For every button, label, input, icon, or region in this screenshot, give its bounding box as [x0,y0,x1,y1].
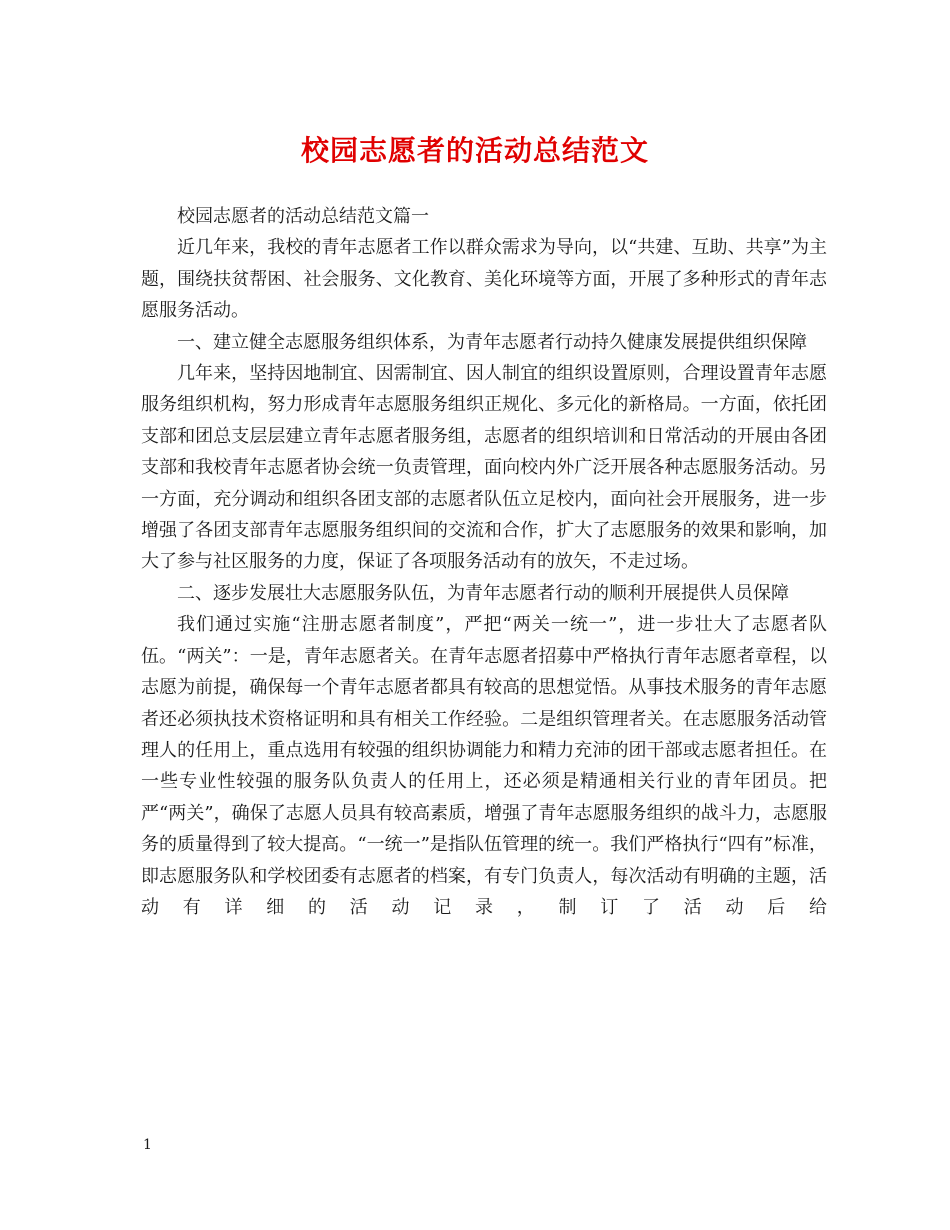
document-title: 校园志愿者的活动总结范文 [300,134,649,167]
section-heading: 校园志愿者的活动总结范文篇一 [177,206,429,227]
paragraph: 近几年来，我校的青年志愿者工作以群众需求为导向，以“共建、互助、共享”为主题，围绕扶贫帮困、社会服务、文化教育、美化环境等方面，开展了多种形式的青年志愿服务活动。 [141,237,827,322]
paragraph: 我们通过实施“注册志愿者制度”，严把“两关一统一”，进一步壮大了志愿者队伍。“两关”：一是，青年志愿者关。在青年志愿者招募中严格执行青年志愿者章程，以志愿为前提，确保每一个青年志愿者都具有较高的思想觉悟。从事技术服务的青年志愿者还必须执技术资格证明和具有相关工作经验。二是组织管理者关。在志愿服务活动管理人的任用上，重点选用有较强的组织协调能力和精力充沛的团干部或志愿者担任。在一些专业性较强的服务队负责人的任用上，还必须是精通相关行业的青年团员。把严“两关”，确保了志愿人员具有较高素质，增强了青年志愿服务组织的战斗力，志愿服务的质量得到了较大提高。“一统一”是指队伍管理的统一。我们严格执行“四有”标准，即志愿服务队和学校团委有志愿者的档案，有专门负责人，每次活动有明确的主题，活动有详细的活动记录，制订了活动后给 [141,614,827,918]
section-heading: 二、逐步发展壮大志愿服务队伍，为青年志愿者行动的顺利开展提供人员保障 [177,582,789,604]
section-heading: 一、建立健全志愿服务组织体系，为青年志愿者行动持久健康发展提供组织保障 [177,331,807,353]
page-number: 1 [143,1137,152,1153]
paragraph: 几年来，坚持因地制宜、因需制宜、因人制宜的组织设置原则，合理设置青年志愿服务组织机构，努力形成青年志愿服务组织正规化、多元化的新格局。一方面，依托团支部和团总支层层建立青年志愿者服务组，志愿者的组织培训和日常活动的开展由各团支部和我校青年志愿者协会统一负责管理，面向校内外广泛开展各种志愿服务活动。另一方面，充分调动和组织各团支部的志愿者队伍立足校内，面向社会开展服务，进一步增强了各团支部青年志愿服务组织间的交流和合作，扩大了志愿服务的效果和影响，加大了参与社区服务的力度，保证了各项服务活动有的放矢，不走过场。 [141,363,827,573]
document-body [141,201,827,923]
